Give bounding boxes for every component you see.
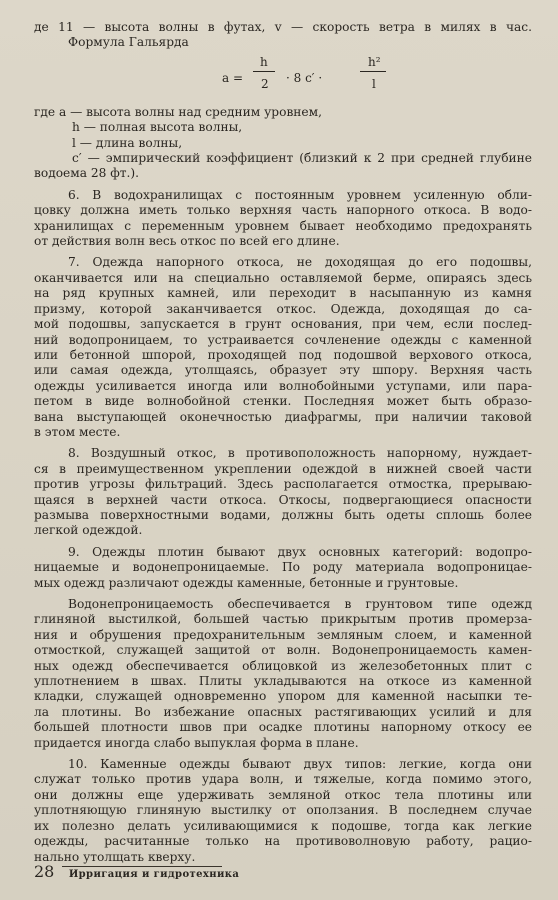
legend-line: h — полная высота волны, [72, 120, 243, 135]
paragraph-line: отмосткой, служащей защитой от волн. Водонепроницаемость камен- [34, 643, 532, 658]
paragraph-line: в этом месте. [34, 424, 121, 439]
paragraph-line: от действия волн весь откос по всей его длине. [34, 234, 340, 249]
paragraph-line: мых одежд различают одежды каменные, бетонные и грунтовые. [34, 575, 459, 590]
paragraph-line: 8. Воздушный откос, в противоположность напорному, нуждает- [68, 446, 532, 461]
formula-h-numerator: h [260, 54, 268, 69]
legend-line: c′ — эмпирический коэффициент (близкий к 2 при средней глубине [72, 151, 532, 166]
paragraph-line: ла плотины. Во избежание опасных растягивающих усилий и для [34, 704, 532, 719]
paragraph-line: уплотняющую глиняную выстилку от оползания. В последнем случае [34, 803, 532, 818]
formula-lhs: a = [222, 70, 244, 85]
paragraph-line: ся в преимущественном укреплении одеждой в нижней своей части [34, 461, 532, 476]
paragraph-line: легкой одеждой. [34, 523, 143, 538]
paragraph-line: кладки, служащей одновременно упором для каменной насыпки те- [34, 689, 532, 704]
page-footer [34, 862, 239, 881]
legend-line: где a — высота волны над средним уровнем, [34, 104, 322, 119]
paragraph-line: они должны еще удерживать земляной откос тела плотины или [34, 787, 532, 802]
formula-middle: · 8 c′ · [286, 70, 323, 85]
paragraph [34, 597, 532, 751]
paragraph-line: хранилищах с переменным уровнем бывает необходимо предохранять [34, 218, 532, 233]
paragraph-line: ний водопроницаем, то устраивается сочленение одежды с каменной [34, 332, 532, 347]
paragraph [34, 255, 532, 440]
body-paragraphs [34, 188, 532, 865]
paragraph-line: ницаемые и водонепроницаемые. По роду материала водопроницае- [34, 560, 532, 575]
paragraph-line: размыва поверхностными водами, должны быть одеты сплошь более [34, 507, 532, 522]
paragraph-line: Водонепроницаемость обеспечивается в грунтовом типе одежд [68, 597, 532, 611]
paragraph-line: петом в виде волнобойной стенки. Последняя может быть образо- [34, 394, 532, 409]
paragraph-line: 7. Одежда напорного откоса, не доходящая до его подошвы, [68, 255, 532, 270]
paragraph-line: 6. В водохранилищах с постоянным уровнем усиленную обли- [68, 187, 532, 202]
paragraph-line: глиняной выстилкой, большей частью прикрытым против промерза- [34, 612, 532, 627]
paragraph-line: большей плотности швов при осадке плотины напорному откосу ее [34, 720, 532, 735]
paragraph-line: 9. Одежды плотин бывают двух основных категорий: водопро- [68, 544, 532, 559]
paragraph [34, 446, 532, 538]
paragraph-line: ния и обрушения предохранительным земляным слоем, и каменной [34, 627, 532, 642]
paragraph-line: оканчивается или на специально оставляемой берме, опираясь здесь [34, 270, 532, 285]
fraction-bar [360, 71, 386, 72]
paragraph-line: вана выступающей оконечностью диафрагмы, при наличии таковой [34, 409, 532, 424]
paragraph-line: на ряд крупных камней, или переходит в насыпанную из камня [34, 286, 532, 301]
legend-line: водоема 28 фт.). [34, 166, 140, 181]
paragraph-line: нально утолщать кверху. [34, 849, 196, 864]
formula-l-denominator: l [372, 76, 376, 91]
running-title: Ирригация и гидротехника [68, 869, 240, 880]
paragraph [34, 757, 532, 865]
paragraph-line: придается иногда слабо выпуклая форма в плане. [34, 735, 359, 750]
paragraph-line: призму, которой заканчивается откос. Одежда, доходящая до са- [34, 301, 532, 316]
paragraph-line: служат только против удара волн, и тяжелые, когда помимо этого, [34, 772, 532, 787]
fraction-bar [253, 71, 275, 72]
formula-h2-numerator: h² [368, 54, 381, 69]
paragraph-line: или самая одежда, утолщаясь, образует эту шпору. Верхняя часть [34, 363, 532, 378]
paragraph-line: 10. Каменные одежды бывают двух типов: легкие, когда они [68, 757, 532, 772]
intro-line: Формула Гальярда [68, 35, 189, 50]
paragraph-line: уплотнением в швах. Плиты укладываются на откосе из каменной [34, 674, 532, 689]
paragraph-line: щаяся в верхней части откоса. Откосы, подвергающиеся опасности [34, 492, 532, 507]
paragraph [34, 545, 532, 591]
paragraph-line: их полезно делать усиливающимися к подошве, тогда как легкие [34, 818, 532, 833]
paragraph-line: одежды усиливается иногда или волнобойными уступами, или пара- [34, 378, 532, 393]
paragraph-line: или бетонной шпорой, проходящей под подошвой верхового откоса, [34, 347, 532, 362]
paragraph [34, 188, 532, 250]
paragraph-line: против угрозы фильтраций. Здесь располагается отмостка, прерываю- [34, 477, 532, 492]
paragraph-line: цовку должна иметь только верхняя часть напорного откоса. В водо- [34, 203, 532, 218]
paragraph-line: мой подошвы, запускается в грунт основания, при чем, если послед- [34, 317, 532, 332]
paragraph-line: одежды, расчитанные только на противоволновую работу, рацио- [34, 834, 532, 849]
page-number: 28 [34, 862, 55, 881]
paragraph-line: ных одежд обеспечивается облицовкой из железобетонных плит с [34, 658, 532, 673]
legend-line: l — длина волны, [72, 135, 183, 150]
formula-gallyard [34, 51, 532, 105]
intro-line: де 11 — высота волны в футах, v — скорость ветра в милях в час. [34, 20, 532, 34]
formula-2-denominator: 2 [261, 76, 269, 91]
